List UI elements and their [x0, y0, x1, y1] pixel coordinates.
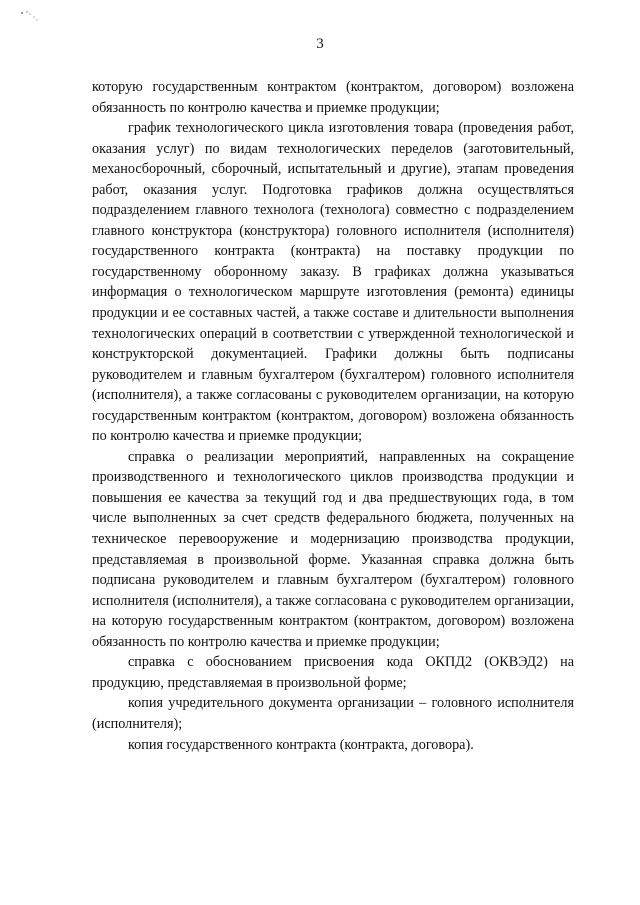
document-body	[92, 77, 574, 755]
paragraph-state-contract-copy: копия государственного контракта (контракта, договора).	[128, 736, 474, 753]
paragraph-continuation: которую государственным контрактом (контрактом, договором) возложена обязанность по контролю качества и приемке продукции;	[92, 79, 574, 116]
paragraph-production-cycle-schedule: график технологического цикла изготовления товара (проведения работ, оказания услуг) по видам технологических переделов (заготовительный, механосборочный, сборочный, испытательный и другие), этапам проведения работ, оказания услуг. Подготовка графиков должна осуществляться подразделением главного технолога (технолога) совместно с подразделением главного конструктора (конструктора) головного исполнителя (исполнителя) государственного контракта (контракта) на поставку продукции по государственному оборонному заказу. В графиках должна указываться информация о технологическом маршруте изготовления (ремонта) единицы продукции и ее составных частей, а также составе и длительности выполнения технологических операций в соответствии с утвержденной технологической и конструкторской документацией. Графики должны быть подписаны руководителем и главным бухгалтером (бухгалтером) головного исполнителя (исполнителя), а также согласованы с руководителем организации, на которую государственным контрактом (контрактом, договором) возложена обязанность по контролю качества и приемке продукции;	[92, 120, 574, 445]
paragraph-founding-document-copy: копия учредительного документа организации – головного исполнителя (исполнителя);	[92, 695, 574, 732]
page-number: 3	[316, 36, 324, 52]
paragraph-okpd2-code-certificate: справка с обоснованием присвоения кода ОКПД2 (ОКВЭД2) на продукцию, представляемая в произвольной форме;	[92, 654, 574, 691]
paragraph-cycle-reduction-certificate: справка о реализации мероприятий, направленных на сокращение производственного и технологического циклов производства продукции и повышения ее качества за текущий год и два предшествующих года, в том числе выполненных за счет средств федерального бюджета, полученных на техническое перевооружение и модернизацию производства продукции, представляемая в произвольной форме. Указанная справка должна быть подписана руководителем и главным бухгалтером (бухгалтером) головного исполнителя (исполнителя), а также согласована с руководителем организации, на которую государственным контрактом (контрактом, договором) возложена обязанность по контролю качества и приемке продукции;	[92, 448, 574, 650]
scan-corner-marks	[20, 10, 46, 24]
